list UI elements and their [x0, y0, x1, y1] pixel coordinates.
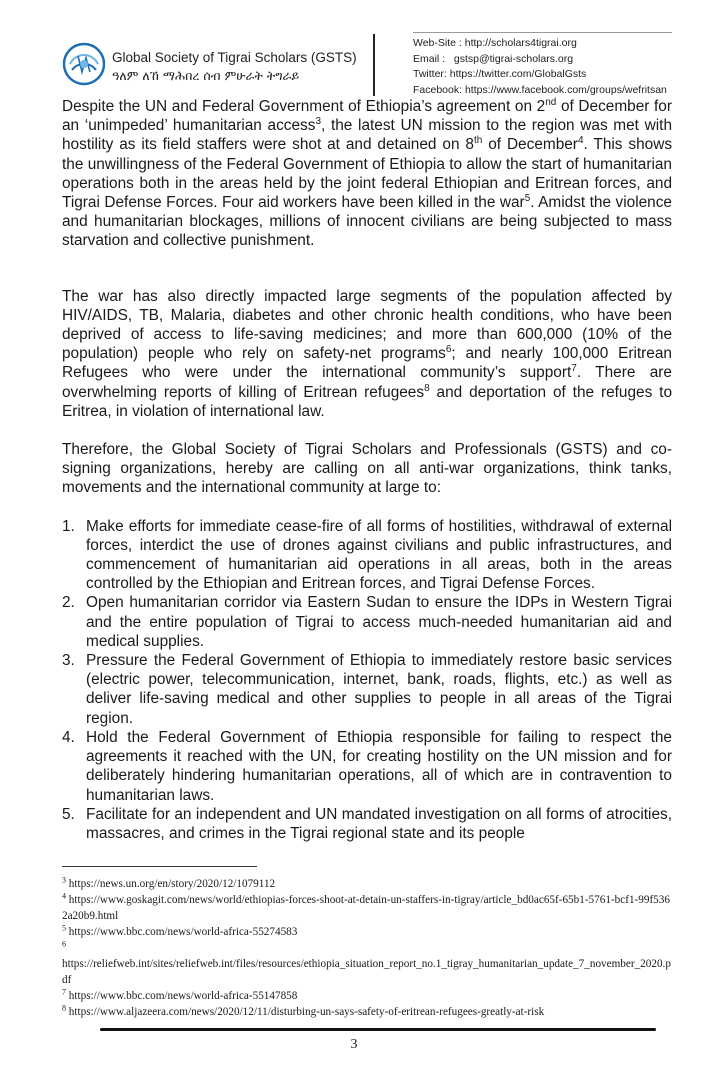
letter-body [62, 97, 672, 843]
footnote-ref-4[interactable]: 4 [577, 135, 584, 147]
paragraph-1 [62, 97, 672, 251]
website-link[interactable]: Web-Site : http://scholars4tigrai.org [413, 37, 577, 49]
footer-rule [100, 1028, 656, 1031]
p1-text: Despite the UN and Federal Government of Ethiopia’s agreement on 2 [62, 98, 546, 115]
list-item-number: 3. [62, 652, 75, 670]
paragraph-2 [62, 287, 672, 421]
footnote-url[interactable]: https://reliefweb.int/sites/reliefweb.int/files/resources/ethiopia_situation_report_no.1_tigray_humanitarian_update_7_november_2020.pdf [62, 958, 671, 986]
footnote-number: 4 [62, 891, 66, 901]
footnote-url[interactable]: https://news.un.org/en/story/2020/12/1079112 [66, 878, 276, 890]
list-item [62, 651, 672, 728]
paragraph-gap [62, 421, 672, 440]
p1-text: . Amidst the violence and humanitarian blockages, millions of innocent civilians are being subjected to mass starvation and collective punishment. [62, 194, 672, 250]
p2-text: . There are overwhelming reports of killing of Eritrean refugees [62, 364, 672, 401]
footnote-ref-3[interactable]: 3 [315, 116, 322, 128]
footnote-7[interactable] [62, 988, 674, 1004]
paragraph-gap [62, 498, 672, 517]
footnote-6 [62, 940, 674, 956]
footnote-url[interactable]: https://www.bbc.com/news/world-africa-55147858 [66, 990, 298, 1002]
footnote-number: 7 [62, 987, 66, 997]
p1-text: , the latest UN mission to the region was met with hostility as its field staffers were shot at and detained on 8 [62, 117, 673, 154]
p1-text: of December for an ‘unimpeded’ humanitarian access [62, 98, 672, 135]
email-label: Email : [413, 52, 446, 65]
email-link[interactable]: gstsp@tigrai-scholars.org [453, 52, 574, 65]
footnote-number: 5 [62, 923, 66, 933]
paragraph-gap [62, 251, 672, 287]
footnote-ref-5[interactable]: 5 [524, 192, 531, 204]
list-item-text: Make efforts for immediate cease-fire of all forms of hostilities, withdrawal of external forces, interdict the use of drones against civilians and public infrastructures, and commencement of humanitarian aid operations in all areas, both in the areas controlled by the Ethiopian and Eritrean forces, and Tigrai Defense Forces. [86, 517, 672, 593]
list-item [62, 805, 672, 843]
header-divider [373, 34, 375, 96]
p1-text: of December [482, 136, 578, 154]
footnote-ref-7[interactable]: 7 [571, 363, 577, 375]
facebook-link[interactable]: Facebook: https://www.facebook.com/groups/wefritsan [413, 83, 667, 96]
list-item [62, 728, 672, 805]
footnote-url[interactable]: https://www.goskagit.com/news/world/ethiopias-forces-shoot-at-detain-un-staffers-in-tigray/article_bd0ac65f-65b1-5761-bcf1-99f5362a20b9.html [62, 894, 670, 922]
footnote-4[interactable] [62, 892, 674, 924]
list-item-text: Hold the Federal Government of Ethiopia responsible for failing to respect the agreements it reached with the UN, for creating hostility on the UN mission and for deliberately hindering humanitarian operations, all of which are in contravention to humanitarian laws. [86, 728, 672, 804]
footnote-number: 3 [62, 875, 66, 885]
p1-sup: nd [545, 96, 557, 108]
list-item-number: 2. [62, 594, 75, 612]
demands-list [62, 517, 672, 843]
footnotes [62, 876, 674, 1020]
footnote-6-url[interactable] [62, 956, 674, 988]
footnote-ref-8[interactable]: 8 [424, 382, 430, 394]
p2-text: The war has also directly impacted large segments of the population affected by HIV/AIDS, TB, Malaria, diabetes and other chronic health conditions, who have been deprived of access to life-saving medicines; and more than 600,000 (10% of the population) people who rely on safety-net programs [62, 287, 672, 363]
p1-text: . This shows the unwillingness of the Federal Government of Ethiopia to allow the start of humanitarian operations both in the areas held by the joint federal Ethiopian and Eritrean forces, and Tigrai Defense Forces. Four aid workers have been killed in the war [62, 136, 673, 212]
list-item-text: Open humanitarian corridor via Eastern Sudan to ensure the IDPs in Western Tigrai and the entire population of Tigrai to access much-needed humanitarian aid and medical supplies. [86, 594, 672, 650]
footnote-3[interactable] [62, 876, 674, 892]
list-item [62, 593, 672, 651]
email-row [413, 52, 667, 68]
footnote-8[interactable] [62, 1004, 674, 1020]
footnote-5[interactable] [62, 924, 674, 940]
footnote-ref-6[interactable]: 6 [445, 344, 452, 356]
list-item-number: 4. [62, 728, 75, 746]
footnote-url[interactable]: https://www.aljazeera.com/news/2020/12/11/disturbing-un-says-safety-of-eritrean-refugees-greatly-at-risk [66, 1006, 545, 1018]
p2-text: ; and nearly 100,000 Eritrean Refugees who were under the international community’s support [62, 345, 672, 382]
list-item [62, 517, 672, 594]
paragraph-3: Therefore, the Global Society of Tigrai Scholars and Professionals (GSTS) and co-signing organizations, hereby are calling on all anti-war organizations, think tanks, movements and the international community at large to: [62, 441, 672, 497]
twitter-link[interactable]: Twitter: https://twitter.com/GlobalGsts [413, 68, 587, 80]
page-number: 3 [350, 1037, 358, 1052]
list-item-number: 5. [62, 805, 75, 823]
p1-sup: th [473, 135, 483, 147]
contact-block [413, 36, 667, 98]
org-name-tigrinya: ዓለም ለኸ ማሕበረ ሰብ ምሁራት ትግራይ [112, 68, 300, 83]
footnote-number: 6 [62, 939, 66, 949]
org-name: Global Society of Tigrai Scholars (GSTS) [112, 50, 357, 65]
list-item-text: Pressure the Federal Government of Ethiopia to immediately restore basic services (electric power, telecommunication, internet, bank, roads, flights, etc.) as well as deliver life-saving medical and other supplies to people in all areas of the Tigrai region. [86, 652, 672, 727]
letterhead [60, 30, 672, 100]
footnote-url[interactable]: https://www.bbc.com/news/world-africa-55274583 [66, 926, 298, 938]
footnote-separator [62, 866, 257, 867]
list-item-text: Facilitate for an independent and UN mandated investigation on all forms of atrocities, massacres, and crimes in the Tigrai regional state and its people [86, 805, 672, 842]
p2-text: and deportation of the refuges to Eritrea, in violation of international law. [62, 383, 672, 420]
list-item-number: 1. [62, 517, 75, 535]
header-topline [413, 32, 672, 33]
footnote-number: 8 [62, 1003, 66, 1013]
gsts-logo-icon [62, 42, 106, 86]
